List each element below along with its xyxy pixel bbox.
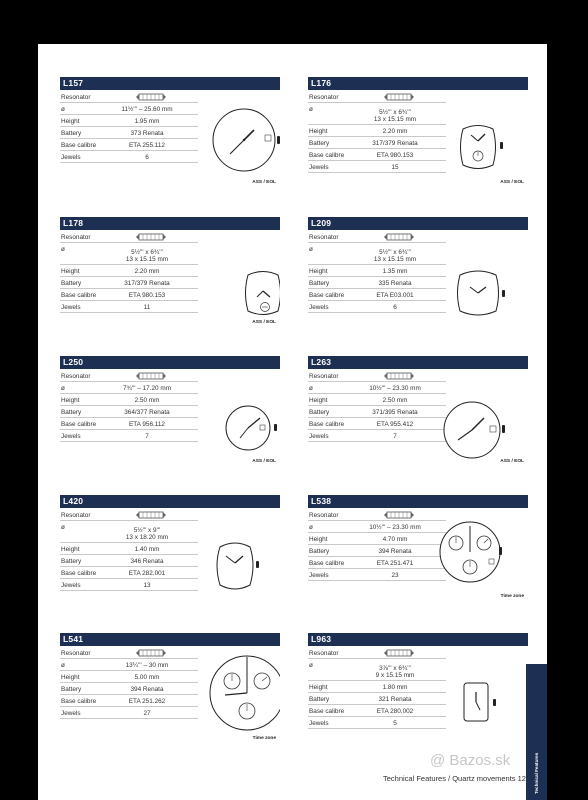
card-l541: L541 Resonator ø 13¼''' – 30 mm Height 5.00 mm Battery 394 Renata Base calibre ETA 251.262 Jewels 27 Time zone	[60, 633, 280, 743]
movement-illustration	[60, 217, 280, 327]
resonator-icon	[136, 373, 166, 379]
movement-illustration	[60, 495, 280, 605]
crown-icon	[256, 561, 259, 568]
resonator-icon	[136, 234, 166, 240]
card-title: L176	[308, 77, 528, 90]
watermark-text: @ Bazos.sk	[430, 752, 511, 769]
section-tab: Technical Features	[526, 664, 547, 800]
resonator-icon	[384, 373, 414, 379]
crown-icon	[502, 425, 505, 433]
card-title: L963	[308, 633, 528, 646]
card-title: L157	[60, 77, 280, 90]
movement-illustration	[308, 495, 528, 605]
movement-illustration	[308, 217, 528, 327]
card-l963: L963 Resonator ø 3⅞''' x 6¾''' 9 x 15.15 mm Height 1.80 mm Battery 321 Renata Base calibre ETA 280.002 Jewels 5	[308, 633, 528, 743]
card-title: L250	[60, 356, 280, 369]
crown-icon	[502, 290, 505, 297]
movement-code: Time zone	[252, 736, 276, 741]
movement-code: ASS / EOL	[252, 459, 276, 464]
resonator-icon	[384, 94, 414, 100]
watch-face	[217, 543, 253, 589]
catalog-page	[38, 44, 547, 800]
resonator-icon	[384, 650, 414, 656]
resonator-icon	[136, 94, 166, 100]
card-l157: L157 Resonator ø 11½''' – 25.60 mm Height 1.95 mm Battery 373 Renata Base calibre ETA 255.112 Jewels 6 ASS / EOL	[60, 77, 280, 187]
movement-illustration	[60, 356, 280, 466]
movement-illustration	[308, 356, 528, 466]
watch-face	[246, 272, 281, 315]
movement-code: Time zone	[500, 594, 524, 599]
movement-code: ASS / EOL	[500, 180, 524, 185]
card-l178: L178 Resonator ø 5½''' x 6¾''' 13 x 15.15 mm Height 2.20 mm Battery 317/379 Renata Base calibre ETA 980.153 Jewels 11 ASS / EOL	[60, 217, 280, 327]
card-title: L209	[308, 217, 528, 230]
card-l538: L538 Resonator ø 10½''' – 23.30 mm Height 4.70 mm Battery 394 Renata Base calibre ETA 251.471 Jewels 23 Time zone	[308, 495, 528, 605]
watch-face	[444, 402, 500, 458]
movement-illustration	[60, 77, 280, 187]
crown-icon	[499, 547, 502, 555]
resonator-icon	[384, 234, 414, 240]
card-title: L541	[60, 633, 280, 646]
crown-icon	[493, 699, 496, 706]
watch-face	[213, 109, 275, 171]
movement-illustration	[60, 633, 280, 743]
movement-code: ASS / EOL	[252, 320, 276, 325]
card-title: L420	[60, 495, 280, 508]
watch-face	[226, 406, 270, 450]
resonator-icon	[136, 650, 166, 656]
card-l209: L209 Resonator ø 5½''' x 6¾''' 13 x 15.15 mm Height 1.35 mm Battery 335 Renata Base calibre ETA E03.001 Jewels 6	[308, 217, 528, 327]
watch-face	[210, 656, 280, 730]
movement-code: ASS / EOL	[252, 180, 276, 185]
card-l250: L250 Resonator ø 7¾''' – 17.20 mm Height 2.50 mm Battery 364/377 Renata Base calibre ETA 956.112 Jewels 7 ASS / EOL	[60, 356, 280, 466]
movement-illustration	[308, 633, 528, 743]
card-l263: L263 Resonator ø 10½''' – 23.30 mm Height 2.50 mm Battery 371/395 Renata Base calibre ETA 955.412 Jewels 7 ASS / EOL	[308, 356, 528, 466]
watch-face	[464, 683, 488, 721]
card-title: L538	[308, 495, 528, 508]
watch-face	[461, 126, 496, 169]
movement-illustration	[308, 77, 528, 187]
card-title: L178	[60, 217, 280, 230]
resonator-icon	[136, 512, 166, 518]
crown-icon	[500, 142, 503, 149]
card-title: L263	[308, 356, 528, 369]
resonator-icon	[384, 512, 414, 518]
crown-icon	[277, 136, 280, 144]
crown-icon	[274, 424, 277, 431]
watch-face	[458, 271, 499, 315]
page-footer: Technical Features / Quartz movements 127	[383, 774, 531, 783]
card-l176: L176 Resonator ø 5½''' x 6¾''' 13 x 15.15 mm Height 2.20 mm Battery 317/379 Renata Base calibre ETA 980.153 Jewels 15 ASS / EOL	[308, 77, 528, 187]
movement-code: ASS / EOL	[500, 459, 524, 464]
watch-face	[440, 522, 500, 582]
card-l420: L420 Resonator ø 5½''' x 9''' 13 x 18.20 mm Height 1.40 mm Battery 346 Renata Base calibre ETA 282.001 Jewels 13	[60, 495, 280, 605]
